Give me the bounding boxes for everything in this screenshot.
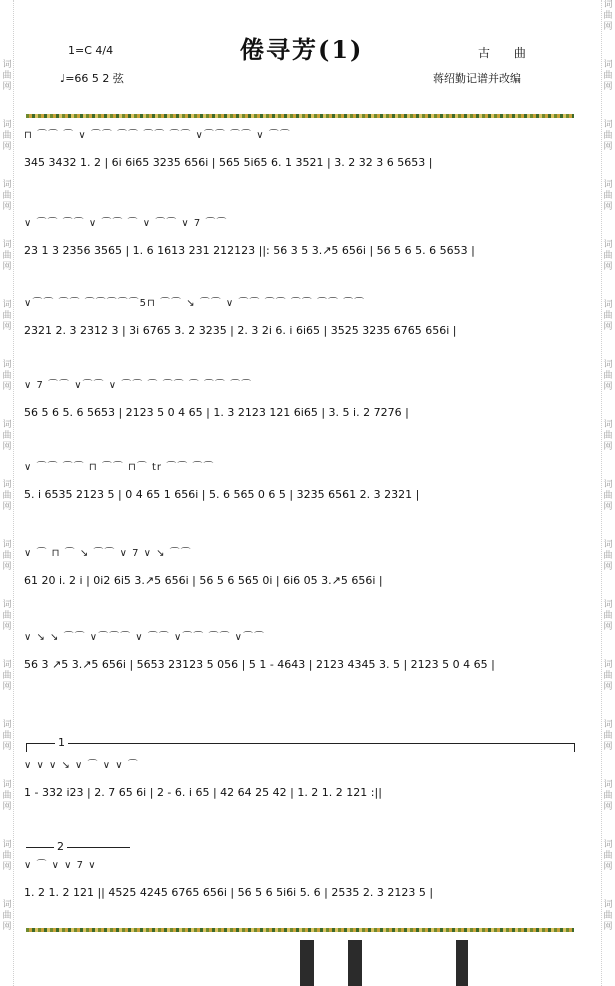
note-line: 345 3432 1. 2 | 6i 6i65 3235 656i | 565 5i65 6. 1 3521 | 3. 2 32 3 6 5653 | — [24, 156, 433, 169]
watermark-text: 词曲网 — [603, 600, 613, 632]
score-line-4 — [24, 376, 576, 426]
watermark-text: 词曲网 — [2, 840, 12, 872]
watermark-group — [602, 180, 614, 240]
watermark-text: 词曲网 — [2, 420, 12, 452]
logo-fragment — [456, 940, 468, 986]
watermark-group — [602, 840, 614, 900]
watermark-text: 词曲网 — [603, 360, 613, 392]
watermark-group — [1, 840, 13, 900]
watermark-right — [601, 0, 614, 986]
score-line-2 — [24, 214, 576, 264]
watermark-text: 词曲网 — [603, 780, 613, 812]
watermark-text: 词曲网 — [603, 720, 613, 752]
watermark-left — [1, 0, 14, 986]
watermark-group — [602, 720, 614, 780]
logo-fragment — [348, 940, 362, 986]
song-title: 倦寻芳(1) — [240, 35, 364, 64]
note-line: 56 3 ↗5 3.↗5 656i | 5653 23123 5 056 | 5 1 - 4643 | 2123 4345 3. 5 | 2123 5 0 4 65 | — [24, 658, 495, 671]
genre-label: 古 曲 — [478, 46, 536, 60]
score-line-6 — [24, 544, 576, 594]
watermark-text: 词曲网 — [603, 660, 613, 692]
watermark-text: 词曲网 — [603, 540, 613, 572]
watermark-text: 词曲网 — [603, 60, 613, 92]
watermark-text: 词曲网 — [603, 420, 613, 452]
watermark-text: 词曲网 — [2, 180, 12, 212]
watermark-group — [602, 780, 614, 840]
watermark-text: 词曲网 — [2, 540, 12, 572]
watermark-text: 词曲网 — [2, 120, 12, 152]
score-line-3 — [24, 294, 576, 344]
note-line: 61 20 i. 2 i | 0i2 6i5 3.↗5 656i | 56 5 6 565 0i | 6i6 05 3.↗5 656i | — [24, 574, 383, 587]
watermark-group — [1, 540, 13, 600]
watermark-group — [1, 660, 13, 720]
articulation-marks: ∨ ⌒⌒ ⌒⌒ ⊓ ⌒⌒ ⊓⌒ tr ⌒⌒ ⌒⌒ — [24, 462, 215, 473]
watermark-text: 词曲网 — [603, 120, 613, 152]
watermark-text: 词曲网 — [2, 660, 12, 692]
score-header — [0, 0, 615, 112]
watermark-group — [1, 240, 13, 300]
decorative-rule-top — [26, 114, 574, 118]
watermark-text: 词曲网 — [2, 300, 12, 332]
watermark-text: 词曲网 — [603, 840, 613, 872]
watermark-text: 词曲网 — [2, 900, 12, 932]
watermark-group — [1, 600, 13, 660]
watermark-group — [1, 420, 13, 480]
watermark-text: 词曲网 — [603, 900, 613, 932]
watermark-group — [602, 120, 614, 180]
key-signature: 1=C 4/4 — [68, 44, 114, 57]
watermark-group — [602, 300, 614, 360]
note-line: 1. 2 1. 2 121 || 4525 4245 6765 656i | 56 5 6 5i6i 5. 6 | 2535 2. 3 2123 5 | — [24, 886, 434, 899]
note-line: 1 - 332 i23 | 2. 7 65 6i | 2 - 6. i 65 | 42 64 25 42 | 1. 2 1. 2 121 :|| — [24, 786, 382, 799]
decorative-rule-bottom — [26, 928, 574, 932]
tempo-marking: ♩=66 5 2 弦 — [60, 72, 124, 85]
watermark-text: 词曲网 — [603, 480, 613, 512]
articulation-marks: ⊓ ⌒⌒ ⌒ ∨ ⌒⌒ ⌒⌒ ⌒⌒ ⌒⌒ ∨⌒⌒ ⌒⌒ ∨ ⌒⌒ — [24, 130, 291, 141]
watermark-group — [602, 600, 614, 660]
articulation-marks: ∨ ⌒ ⊓ ⌒ ↘ ⌒⌒ ∨ 7 ∨ ↘ ⌒⌒ — [24, 548, 192, 559]
first-ending-number: 1 — [55, 736, 68, 749]
watermark-group — [602, 480, 614, 540]
watermark-text: 词曲网 — [603, 0, 613, 32]
watermark-text: 词曲网 — [2, 780, 12, 812]
watermark-text: 词曲网 — [2, 480, 12, 512]
watermark-group — [1, 900, 13, 960]
articulation-marks: ∨ ∨ ∨ ↘ ∨ ⌒ ∨ ∨ ⌒ — [24, 760, 139, 771]
watermark-text: 词曲网 — [603, 240, 613, 272]
watermark-group — [1, 120, 13, 180]
second-ending-number: 2 — [54, 840, 67, 853]
score-line-5 — [24, 458, 576, 508]
watermark-group — [1, 780, 13, 840]
note-line: 23 1 3 2356 3565 | 1. 6 1613 231 212123 ||: 56 3 5 3.↗5 656i | 56 5 6 5. 6 5653 | — [24, 244, 475, 257]
note-line: 56 5 6 5. 6 5653 | 2123 5 0 4 65 | 1. 3 2123 121 6i65 | 3. 5 i. 2 7276 | — [24, 406, 409, 419]
watermark-group — [602, 660, 614, 720]
articulation-marks: ∨ ↘ ↘ ⌒⌒ ∨⌒⌒⌒ ∨ ⌒⌒ ∨⌒⌒ ⌒⌒ ∨⌒⌒ — [24, 632, 265, 643]
watermark-group — [602, 420, 614, 480]
watermark-group — [1, 360, 13, 420]
note-line: 2321 2. 3 2312 3 | 3i 6765 3. 2 3235 | 2. 3 2i 6. i 6i65 | 3525 3235 6765 656i | — [24, 324, 457, 337]
watermark-text: 词曲网 — [2, 360, 12, 392]
watermark-group — [1, 180, 13, 240]
first-ending-bracket — [26, 736, 575, 752]
score-line-8 — [24, 756, 576, 806]
articulation-marks: ∨ ⌒ ∨ ∨ 7 ∨ — [24, 860, 97, 871]
watermark-text: 词曲网 — [603, 180, 613, 212]
articulation-marks: ∨ ⌒⌒ ⌒⌒ ∨ ⌒⌒ ⌒ ∨ ⌒⌒ ∨ 7 ⌒⌒ — [24, 218, 228, 229]
watermark-text: 词曲网 — [2, 240, 12, 272]
watermark-text: 词曲网 — [603, 300, 613, 332]
watermark-group — [602, 360, 614, 420]
score-line-9 — [24, 856, 576, 906]
watermark-group — [1, 300, 13, 360]
watermark-group — [602, 900, 614, 960]
score-line-7 — [24, 628, 576, 678]
logo-fragment — [300, 940, 314, 986]
score-line-1 — [24, 126, 576, 176]
articulation-marks: ∨ 7 ⌒⌒ ∨⌒⌒ ∨ ⌒⌒ ⌒ ⌒⌒ ⌒ ⌒⌒ ⌒⌒ — [24, 380, 253, 391]
watermark-group — [602, 240, 614, 300]
note-line: 5. i 6535 2123 5 | 0 4 65 1 656i | 5. 6 565 0 6 5 | 3235 6561 2. 3 2321 | — [24, 488, 420, 501]
arranger-credit: 蒋绍勤记谱并改编 — [433, 72, 521, 85]
watermark-text: 词曲网 — [2, 60, 12, 92]
watermark-text: 词曲网 — [2, 720, 12, 752]
watermark-group — [1, 720, 13, 780]
watermark-text: 词曲网 — [2, 600, 12, 632]
watermark-group — [602, 540, 614, 600]
articulation-marks: ∨⌒⌒ ⌒⌒ ⌒⌒⌒⌒⌒5⊓ ⌒⌒ ↘ ⌒⌒ ∨ ⌒⌒ ⌒⌒ ⌒⌒ ⌒⌒ ⌒⌒ — [24, 298, 366, 309]
watermark-group — [1, 480, 13, 540]
second-ending-bracket — [26, 840, 130, 853]
